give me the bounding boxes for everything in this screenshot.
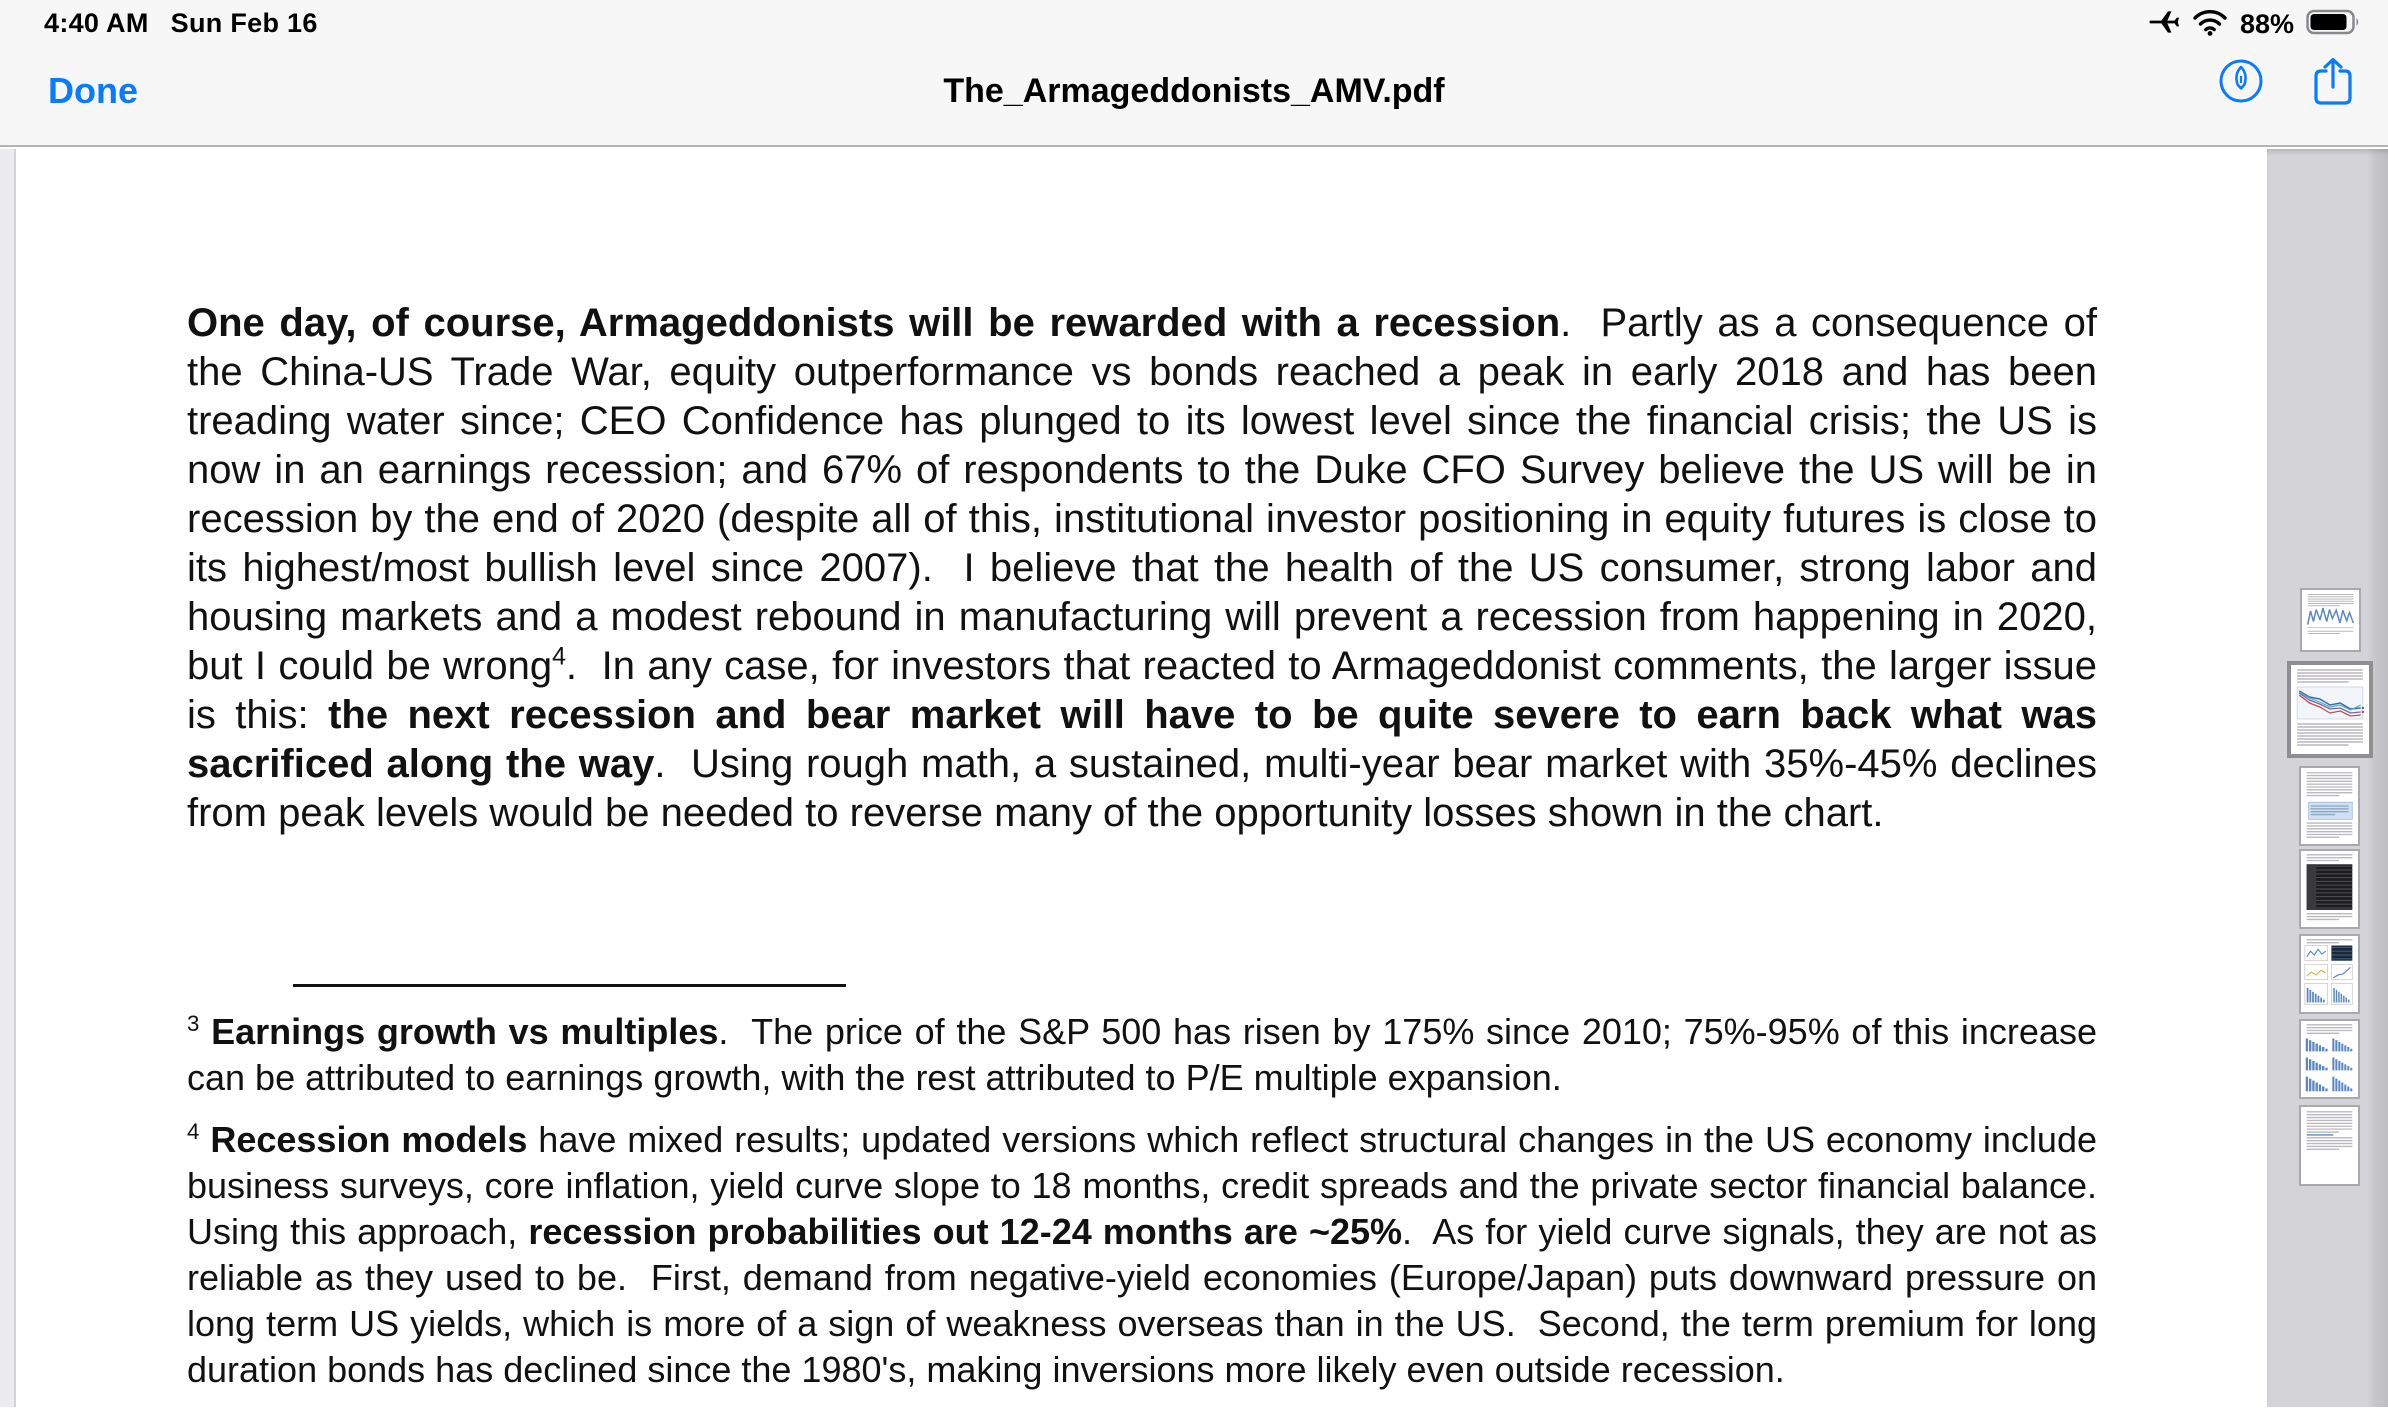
page-thumbnail-preview [2301,768,2358,844]
battery-percent: 88% [2239,9,2294,39]
wifi-icon [2192,7,2228,42]
footnote-4: $^4$ Recession models have mixed results; updated versions which reflect structural changes in the US economy include business surveys, core inflation, yield curve slope to 18 months, credit spreads and the private sector financial balance. Using this approach, recession probabilities out 12-24 months are ~25%. As for yield curve signals, they are not as reliable as they used to be. First, demand from negative-yield economies (Europe/Japan) puts downward pressure on long term US yields, which is more of a sign of weakness overseas than in the US. Second, the term premium for long duration bonds has declined since the 1980's, making inversions more likely even outside recession. [187,1119,2118,1390]
footnote-separator [293,984,846,987]
page-thumbnail[interactable] [2299,849,2360,929]
page-thumbnail[interactable] [2299,1105,2360,1186]
status-left [44,8,318,39]
markup-button[interactable] [2218,56,2264,108]
page-thumbnail-preview [2301,1107,2358,1184]
pdf-toolbar [0,44,2388,145]
page-thumbnail-preview [2291,665,2369,754]
page-thumbnail-selected[interactable] [2287,661,2373,758]
markup-icon [2218,92,2264,107]
share-icon [2310,96,2356,111]
page-thumbnail[interactable] [2300,588,2361,652]
page-thumbnail-preview [2301,936,2358,1012]
status-time: 4:40 AM [44,8,149,38]
status-date: Sun Feb 16 [170,8,318,38]
status-bar [0,0,2388,44]
toolbar-actions [2218,56,2356,108]
status-right [2148,6,2362,43]
page-thumbnail[interactable] [2299,1019,2360,1099]
document-title: The_Armageddonists_AMV.pdf [943,72,1445,110]
battery-icon [2306,8,2362,41]
body-paragraph: One day, of course, Armageddonists will be rewarded with a recession. Partly as a consequence of the China-US Trade War, equity outperformance vs bonds reached a peak in early 2018 and has been treading water since; CEO Confidence has plunged to its lowest level since the financial crisis; the US is now in an earnings recession; and 67% of respondents to the Duke CFO Survey believe the US will be in recession by the end of 2020 (despite all of this, institutional investor positioning in equity futures is close to its highest/most bullish level since 2007). I believe that the health of the US consumer, strong labor and housing markets and a modest rebound in manufacturing will prevent a recession from happening in 2020, but I could be wrong$^4$. In any case, for investors that reacted to Armageddonist comments, the larger issue is this: the next recession and bear market will have to be quite severe to earn back what was sacrificed along the way. Using rough math, a sustained, multi-year bear market with 35%-45% declines from peak levels would be needed to reverse many of the opportunity losses shown in the chart. [187,301,2109,835]
page-thumbnail-preview [2301,1021,2358,1097]
done-button[interactable]: Done [48,70,138,111]
page-thumbnail-preview [2302,590,2359,650]
page-thumbnail[interactable] [2299,766,2360,846]
share-button[interactable] [2310,56,2356,108]
page-thumbnail-preview [2301,851,2358,927]
airplane-mode-icon [2148,6,2180,43]
pdf-page[interactable] [0,149,2267,1407]
page-left-gutter [0,149,16,1407]
footnotes-block [187,1009,2118,1409]
thumbnail-sidebar[interactable] [2267,149,2388,1407]
page-thumbnail[interactable] [2299,934,2360,1014]
footnote-3: $^3$ Earnings growth vs multiples. The price of the S&P 500 has risen by 175% since 2010; 75%-95% of this increase can be attributed to earnings growth, with the rest attributed to P/E multiple expansion. [187,1011,2107,1098]
top-chrome [0,0,2388,147]
